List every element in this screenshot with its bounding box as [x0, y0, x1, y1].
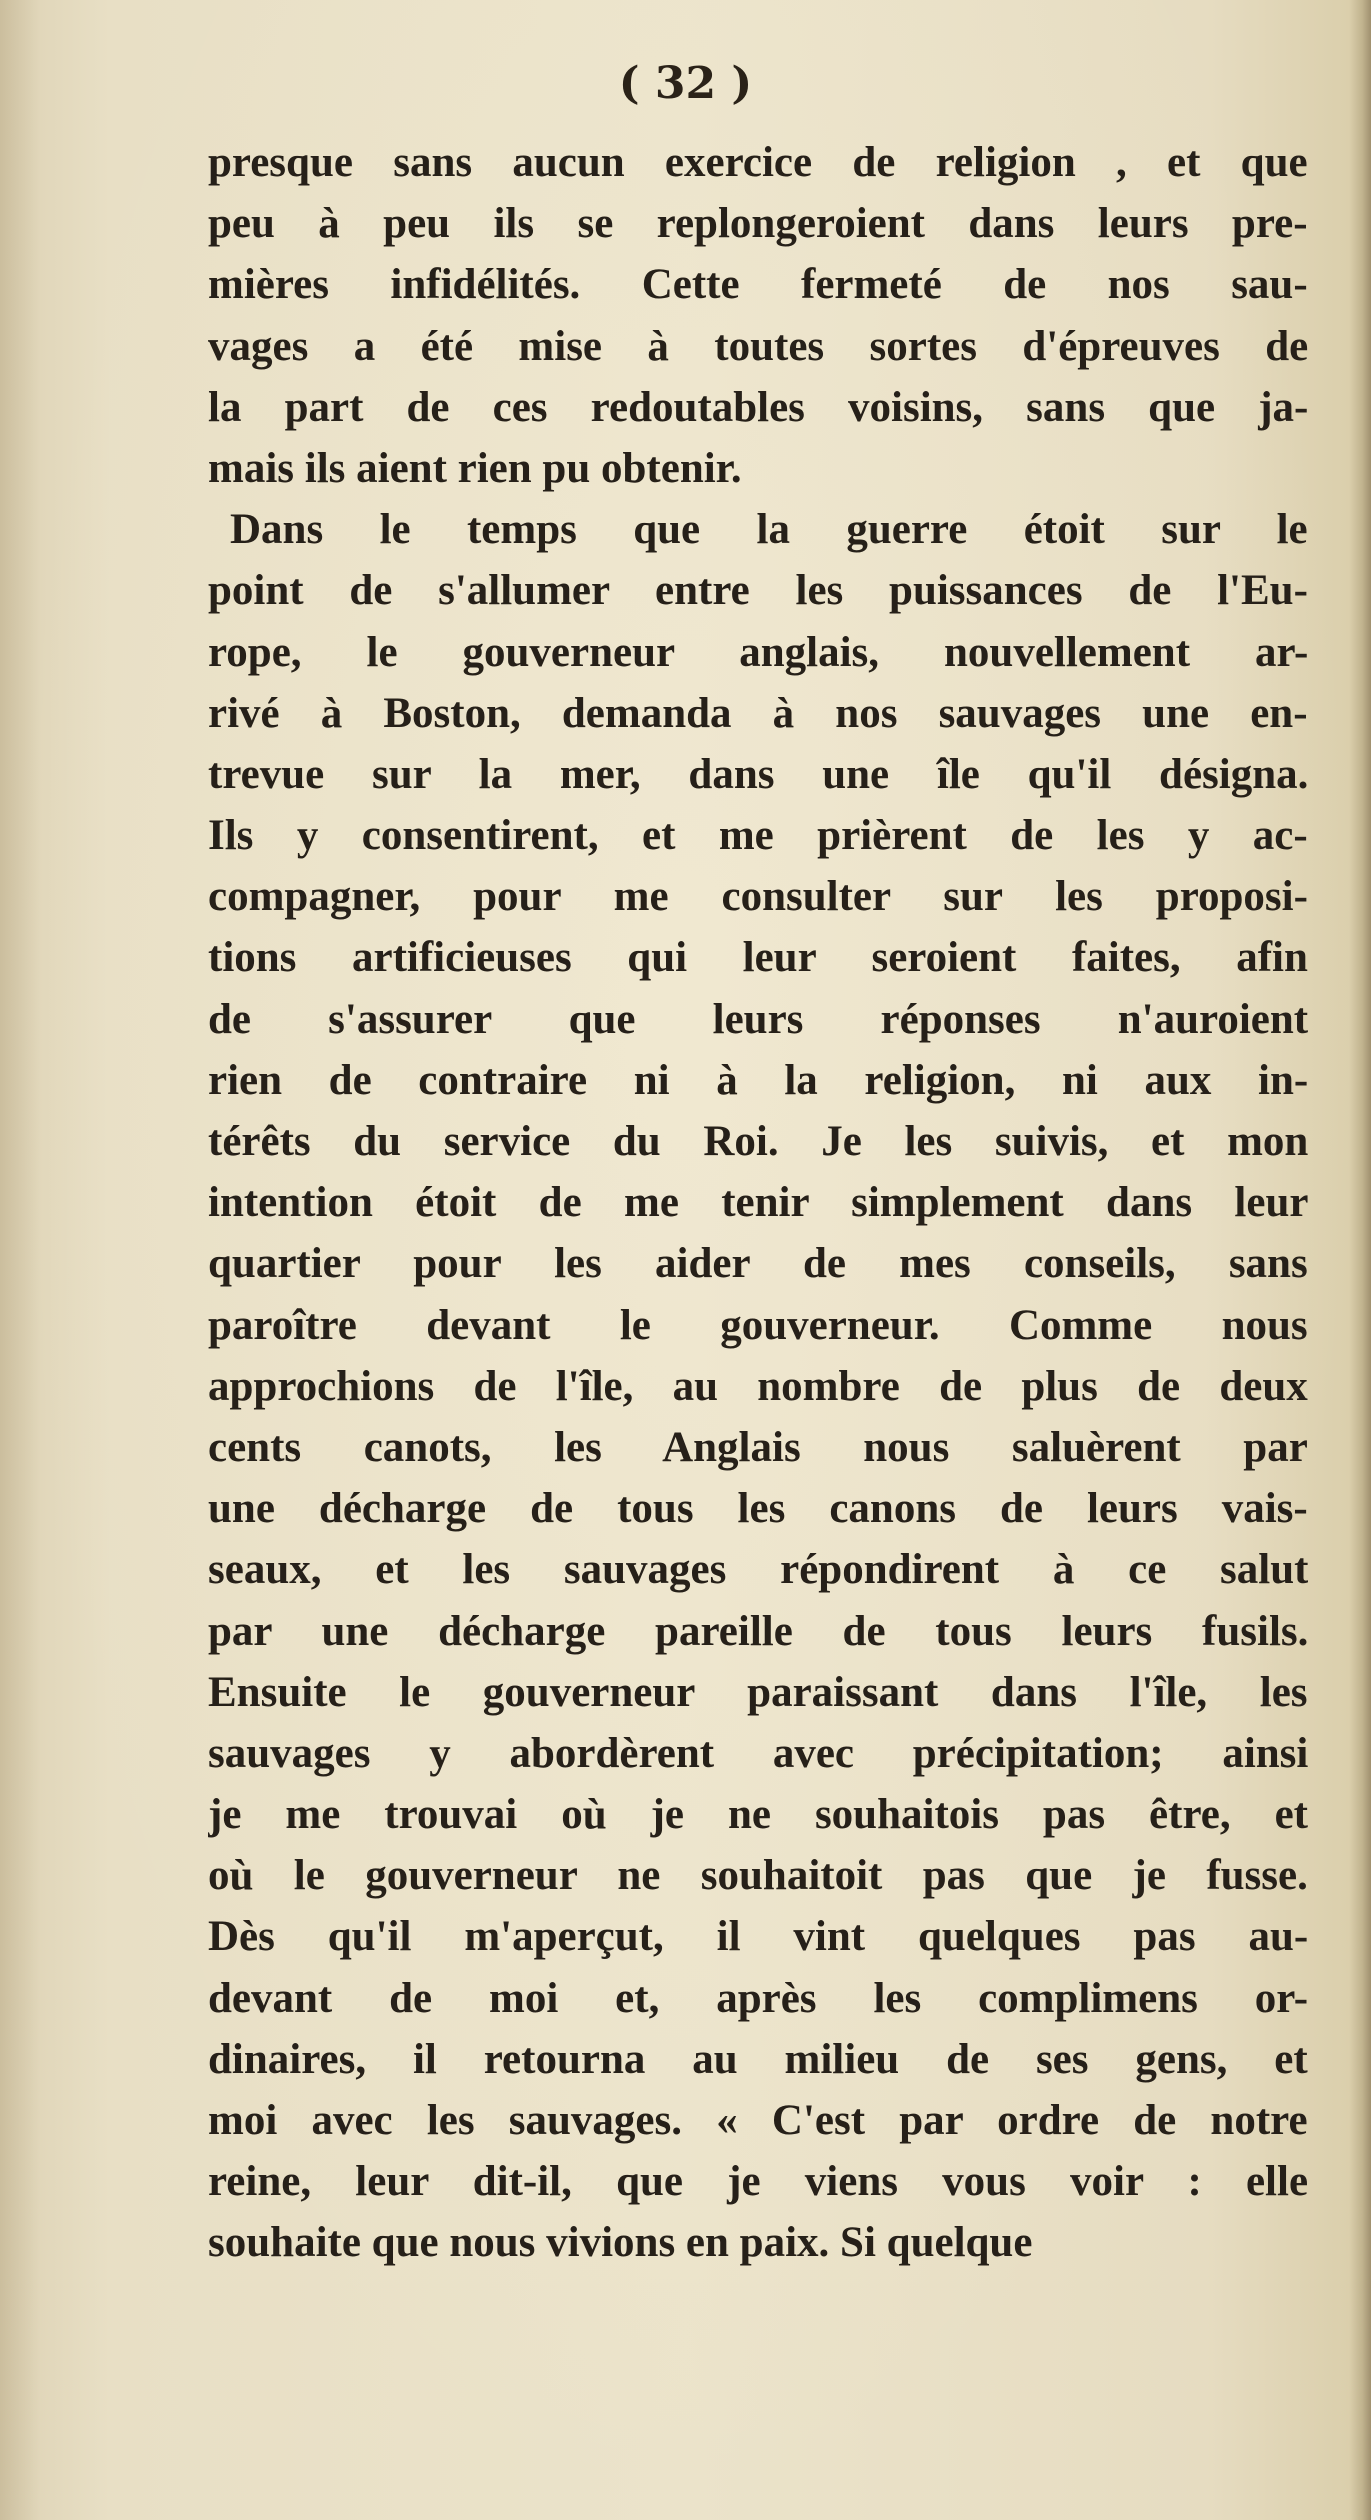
text-line: je me trouvai où je ne souhaitois pas être, et — [208, 1791, 1308, 1839]
page-edge-shadow — [1349, 0, 1371, 2520]
text-line: rivé à Boston, demanda à nos sauvages une en- — [208, 689, 1308, 737]
text-line: trevue sur la mer, dans une île qu'il désigna. — [208, 750, 1308, 798]
text-line: compagner, pour me consulter sur les proposi- — [208, 873, 1308, 921]
text-line: Dès qu'il m'aperçut, il vint quelques pas au- — [208, 1913, 1308, 1961]
text-line: une décharge de tous les canons de leurs vais- — [208, 1485, 1308, 1533]
text-line: par une décharge pareille de tous leurs fusils. — [208, 1607, 1308, 1655]
page-number: ( 32 ) — [618, 58, 753, 109]
text-line: quartier pour les aider de mes conseils, sans — [208, 1240, 1308, 1288]
text-line: point de s'allumer entre les puissances de l'Eu- — [208, 567, 1308, 615]
text-line: Dans le temps que la guerre étoit sur le — [230, 506, 1308, 554]
text-line: seaux, et les sauvages répondirent à ce salut — [208, 1546, 1308, 1594]
text-line: térêts du service du Roi. Je les suivis, et mon — [208, 1118, 1308, 1165]
text-line: devant de moi et, après les complimens or- — [208, 1974, 1308, 2022]
text-line: mais ils aient rien pu obtenir. — [208, 444, 742, 492]
text-line: paroître devant le gouverneur. Comme nous — [208, 1301, 1308, 1349]
text-line: mières infidélités. Cette fermeté de nos sau- — [208, 261, 1308, 309]
text-line: peu à peu ils se replongeroient dans leurs pre- — [208, 200, 1308, 248]
page-gutter-shadow — [0, 0, 40, 2520]
text-line: approchions de l'île, au nombre de plus de deux — [208, 1362, 1308, 1410]
text-line: Ils y consentirent, et me prièrent de les y ac- — [208, 812, 1308, 860]
text-line: la part de ces redoutables voisins, sans que ja- — [208, 383, 1308, 431]
body-text — [208, 132, 1308, 2274]
text-line: moi avec les sauvages. « C'est par ordre de notre — [208, 2097, 1308, 2144]
text-line: souhaite que nous vivions en paix. Si quelque — [208, 2219, 1033, 2267]
text-line: cents canots, les Anglais nous saluèrent par — [208, 1423, 1308, 1471]
text-line: rien de contraire ni à la religion, ni aux in- — [208, 1056, 1308, 1104]
text-line: reine, leur dit-il, que je viens vous voir : elle — [208, 2158, 1308, 2206]
text-line: sauvages y abordèrent avec précipitation; ainsi — [208, 1729, 1308, 1777]
text-line: presque sans aucun exercice de religion , et que — [208, 139, 1308, 186]
text-line: tions artificieuses qui leur seroient faites, afin — [208, 934, 1308, 982]
text-line: Ensuite le gouverneur paraissant dans l'île, les — [208, 1668, 1308, 1716]
text-line: vages a été mise à toutes sortes d'épreuves de — [208, 322, 1308, 370]
text-line: intention étoit de me tenir simplement dans leur — [208, 1179, 1308, 1227]
text-line: dinaires, il retourna au milieu de ses gens, et — [208, 2035, 1308, 2083]
text-line: où le gouverneur ne souhaitoit pas que je fusse. — [208, 1852, 1308, 1900]
text-line: de s'assurer que leurs réponses n'auroient — [208, 995, 1308, 1043]
text-line: rope, le gouverneur anglais, nouvellement ar- — [208, 628, 1308, 676]
